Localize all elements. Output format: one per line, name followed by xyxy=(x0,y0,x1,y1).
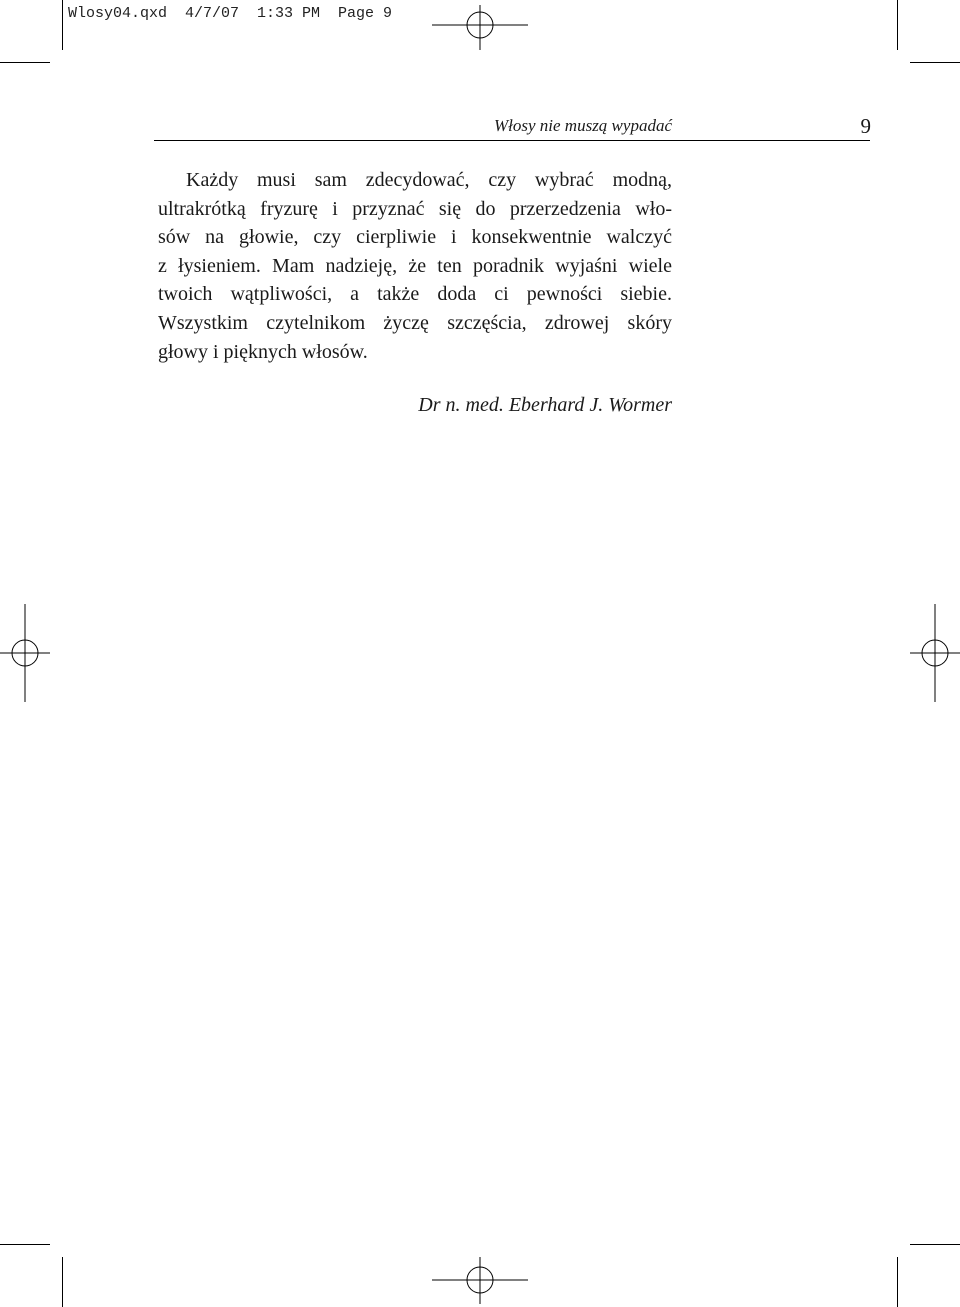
page-number: 9 xyxy=(860,114,871,138)
paragraph-line: głowy i pięknych włosów. xyxy=(158,340,368,363)
paragraph-line: sów na głowie, czy cierpliwie i konsekwentnie walczyć xyxy=(158,226,672,249)
paragraph-line: Każdy musi sam zdecydować, czy wybrać modną, xyxy=(186,169,672,191)
registration-mark-right xyxy=(910,604,960,702)
body-paragraph xyxy=(158,166,672,366)
paragraph-line: ultrakrótką fryzurę i przyznać się do przerzedzenia wło- xyxy=(158,197,672,220)
paragraph-line: twoich wątpliwości, a także doda ci pewności siebie. xyxy=(158,283,672,306)
header-rule xyxy=(154,140,870,141)
paragraph-line: Wszystkim czytelnikom życzę szczęścia, zdrowej skóry xyxy=(158,311,672,334)
registration-mark-top xyxy=(432,5,528,50)
author-signature: Dr n. med. Eberhard J. Wormer xyxy=(418,394,672,416)
slug-line: Wlosy04.qxd 4/7/07 1:33 PM Page 9 xyxy=(68,5,393,22)
running-head-title: Włosy nie muszą wypadać xyxy=(493,116,672,135)
registration-mark-left xyxy=(0,604,50,702)
registration-mark-bottom xyxy=(432,1257,528,1304)
paragraph-line: z łysieniem. Mam nadzieję, że ten poradnik wyjaśni wiele xyxy=(158,254,672,277)
